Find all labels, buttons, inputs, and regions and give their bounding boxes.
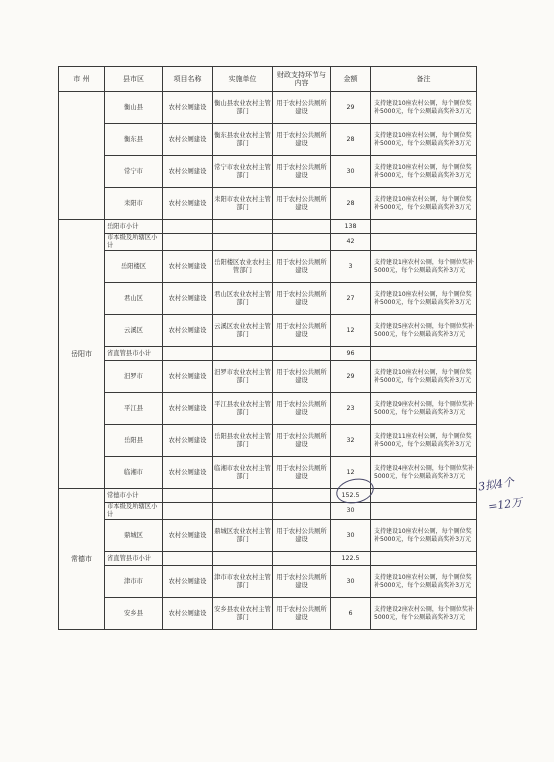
city-cell: 常德市 — [59, 489, 105, 630]
support-cell: 用于农村公共厕所建设 — [273, 124, 331, 156]
empty-cell — [163, 234, 213, 251]
empty-cell — [273, 234, 331, 251]
amount-cell: 12 — [331, 315, 371, 347]
empty-cell — [163, 347, 213, 361]
header-amount: 金额 — [331, 67, 371, 92]
header-project: 项目名称 — [163, 67, 213, 92]
header-unit: 实施单位 — [213, 67, 273, 92]
county-cell: 津市市 — [105, 566, 163, 598]
county-cell: 衡东县 — [105, 124, 163, 156]
empty-cell — [273, 347, 331, 361]
county-cell: 鼎城区 — [105, 520, 163, 552]
support-cell: 用于农村公共厕所建设 — [273, 156, 331, 188]
project-cell: 农村公厕建设 — [163, 566, 213, 598]
support-cell: 用于农村公共厕所建设 — [273, 188, 331, 220]
header-support: 财政支持环节与内容 — [273, 67, 331, 92]
county-cell: 安乡县 — [105, 598, 163, 630]
support-cell: 用于农村公共厕所建设 — [273, 425, 331, 457]
empty-cell — [213, 347, 273, 361]
support-cell: 用于农村公共厕所建设 — [273, 598, 331, 630]
unit-cell: 汨罗市农业农村主管部门 — [213, 361, 273, 393]
subtotal-row — [59, 552, 477, 566]
unit-cell: 岳阳楼区农业农村主管部门 — [213, 251, 273, 283]
note-cell: 支持建设4座农村公厕，每个厕位奖补5000元，每个公厕最高奖补3万元 — [371, 457, 477, 489]
subtotal-label: 市本级及所辖区小计 — [105, 234, 163, 251]
amount-cell: 29 — [331, 92, 371, 124]
table-row — [59, 457, 477, 489]
note-cell: 支持建设11座农村公厕，每个厕位奖补5000元，每个公厕最高奖补3万元 — [371, 425, 477, 457]
table-header-row — [59, 67, 477, 92]
subtotal-label: 市本级及所辖区小计 — [105, 503, 163, 520]
empty-cell — [163, 552, 213, 566]
table-row — [59, 92, 477, 124]
amount-cell: 3 — [331, 251, 371, 283]
county-cell: 耒阳市 — [105, 188, 163, 220]
city-cell — [59, 92, 105, 220]
county-cell: 平江县 — [105, 393, 163, 425]
empty-cell — [213, 220, 273, 234]
subtotal-amount: 138 — [331, 220, 371, 234]
county-cell: 君山区 — [105, 283, 163, 315]
empty-cell — [273, 220, 331, 234]
table-row — [59, 283, 477, 315]
county-cell: 岳阳县 — [105, 425, 163, 457]
support-cell: 用于农村公共厕所建设 — [273, 92, 331, 124]
support-cell: 用于农村公共厕所建设 — [273, 283, 331, 315]
subtotal-amount: 42 — [331, 234, 371, 251]
amount-cell: 27 — [331, 283, 371, 315]
project-cell: 农村公厕建设 — [163, 315, 213, 347]
handwritten-note-line2: =12万 — [487, 495, 524, 514]
amount-cell: 28 — [331, 188, 371, 220]
support-cell: 用于农村公共厕所建设 — [273, 361, 331, 393]
note-cell: 支持建设10座农村公厕，每个厕位奖补5000元，每个公厕最高奖补3万元 — [371, 124, 477, 156]
amount-cell: 23 — [331, 393, 371, 425]
empty-cell — [273, 552, 331, 566]
note-cell: 支持建设10座农村公厕，每个厕位奖补5000元，每个公厕最高奖补3万元 — [371, 156, 477, 188]
note-cell: 支持建设10座农村公厕，每个厕位奖补5000元，每个公厕最高奖补3万元 — [371, 188, 477, 220]
project-cell: 农村公厕建设 — [163, 124, 213, 156]
amount-cell: 30 — [331, 566, 371, 598]
unit-cell: 临湘市农业农村主管部门 — [213, 457, 273, 489]
subtotal-label: 省直管县市小计 — [105, 552, 163, 566]
note-cell: 支持建设9座农村公厕，每个厕位奖补5000元，每个公厕最高奖补3万元 — [371, 393, 477, 425]
support-cell: 用于农村公共厕所建设 — [273, 393, 331, 425]
unit-cell: 衡山县农业农村主管部门 — [213, 92, 273, 124]
empty-cell — [371, 552, 477, 566]
unit-cell: 津市市农业农村主管部门 — [213, 566, 273, 598]
subtotal-label: 岳阳市小计 — [105, 220, 163, 234]
project-cell: 农村公厕建设 — [163, 156, 213, 188]
unit-cell: 鼎城区农业农村主管部门 — [213, 520, 273, 552]
empty-cell — [163, 489, 213, 503]
project-cell: 农村公厕建设 — [163, 251, 213, 283]
project-cell: 农村公厕建设 — [163, 457, 213, 489]
empty-cell — [371, 220, 477, 234]
support-cell: 用于农村公共厕所建设 — [273, 566, 331, 598]
table-body — [59, 92, 477, 630]
empty-cell — [273, 503, 331, 520]
subtotal-row — [59, 234, 477, 251]
county-cell: 云溪区 — [105, 315, 163, 347]
project-cell: 农村公厕建设 — [163, 92, 213, 124]
subtotal-amount: 122.5 — [331, 552, 371, 566]
subtotal-amount: 96 — [331, 347, 371, 361]
note-cell: 支持建设1座农村公厕，每个厕位奖补5000元，每个公厕最高奖补3万元 — [371, 251, 477, 283]
empty-cell — [213, 552, 273, 566]
allocation-table — [58, 66, 477, 630]
amount-cell: 12 — [331, 457, 371, 489]
county-cell: 岳阳楼区 — [105, 251, 163, 283]
empty-cell — [371, 234, 477, 251]
table-row — [59, 425, 477, 457]
note-cell: 支持建设5座农村公厕，每个厕位奖补5000元，每个公厕最高奖补3万元 — [371, 315, 477, 347]
project-cell: 农村公厕建设 — [163, 598, 213, 630]
empty-cell — [371, 489, 477, 503]
empty-cell — [213, 234, 273, 251]
table-row — [59, 124, 477, 156]
note-cell: 支持建设10座农村公厕，每个厕位奖补5000元，每个公厕最高奖补3万元 — [371, 92, 477, 124]
subtotal-row — [59, 503, 477, 520]
unit-cell: 常宁市农业农村主管部门 — [213, 156, 273, 188]
project-cell: 农村公厕建设 — [163, 425, 213, 457]
table-row — [59, 598, 477, 630]
empty-cell — [213, 489, 273, 503]
subtotal-label: 省直管县市小计 — [105, 347, 163, 361]
amount-cell: 32 — [331, 425, 371, 457]
unit-cell: 耒阳市农业农村主管部门 — [213, 188, 273, 220]
note-cell: 支持建设10座农村公厕，每个厕位奖补5000元，每个公厕最高奖补3万元 — [371, 283, 477, 315]
table-row — [59, 566, 477, 598]
project-cell: 农村公厕建设 — [163, 283, 213, 315]
table-row — [59, 361, 477, 393]
project-cell: 农村公厕建设 — [163, 361, 213, 393]
amount-cell: 29 — [331, 361, 371, 393]
note-cell: 支持建设10座农村公厕，每个厕位奖补5000元，每个公厕最高奖补3万元 — [371, 361, 477, 393]
note-cell: 支持建设2座农村公厕，每个厕位奖补5000元，每个公厕最高奖补3万元 — [371, 598, 477, 630]
table-row — [59, 251, 477, 283]
unit-cell: 君山区农业农村主管部门 — [213, 283, 273, 315]
support-cell: 用于农村公共厕所建设 — [273, 520, 331, 552]
empty-cell — [163, 220, 213, 234]
subtotal-row — [59, 220, 477, 234]
table-row — [59, 520, 477, 552]
header-county: 县市区 — [105, 67, 163, 92]
project-cell: 农村公厕建设 — [163, 393, 213, 425]
amount-cell: 30 — [331, 520, 371, 552]
support-cell: 用于农村公共厕所建设 — [273, 315, 331, 347]
county-cell: 汨罗市 — [105, 361, 163, 393]
handwritten-note-line1: 3拟4个 — [477, 475, 515, 494]
note-cell: 支持建设10座农村公厕，每个厕位奖补5000元，每个公厕最高奖补3万元 — [371, 566, 477, 598]
header-note: 备注 — [371, 67, 477, 92]
county-cell: 常宁市 — [105, 156, 163, 188]
amount-cell: 30 — [331, 156, 371, 188]
table-row — [59, 315, 477, 347]
support-cell: 用于农村公共厕所建设 — [273, 251, 331, 283]
unit-cell: 平江县农业农村主管部门 — [213, 393, 273, 425]
unit-cell: 岳阳县农业农村主管部门 — [213, 425, 273, 457]
project-cell: 农村公厕建设 — [163, 188, 213, 220]
empty-cell — [371, 503, 477, 520]
subtotal-label: 常德市小计 — [105, 489, 163, 503]
unit-cell: 云溪区农业农村主管部门 — [213, 315, 273, 347]
empty-cell — [371, 347, 477, 361]
header-city: 市 州 — [59, 67, 105, 92]
empty-cell — [273, 489, 331, 503]
project-cell: 农村公厕建设 — [163, 520, 213, 552]
unit-cell: 衡东县农业农村主管部门 — [213, 124, 273, 156]
table-row — [59, 188, 477, 220]
subtotal-row — [59, 489, 477, 503]
subtotal-row — [59, 347, 477, 361]
subtotal-amount: 30 — [331, 503, 371, 520]
amount-cell: 28 — [331, 124, 371, 156]
county-cell: 临湘市 — [105, 457, 163, 489]
amount-cell: 6 — [331, 598, 371, 630]
empty-cell — [213, 503, 273, 520]
empty-cell — [163, 503, 213, 520]
subtotal-amount: 152.5 — [331, 489, 371, 503]
table-row — [59, 393, 477, 425]
note-cell: 支持建设10座农村公厕，每个厕位奖补5000元，每个公厕最高奖补3万元 — [371, 520, 477, 552]
county-cell: 衡山县 — [105, 92, 163, 124]
support-cell: 用于农村公共厕所建设 — [273, 457, 331, 489]
city-cell: 岳阳市 — [59, 220, 105, 489]
unit-cell: 安乡县农业农村主管部门 — [213, 598, 273, 630]
table-row — [59, 156, 477, 188]
